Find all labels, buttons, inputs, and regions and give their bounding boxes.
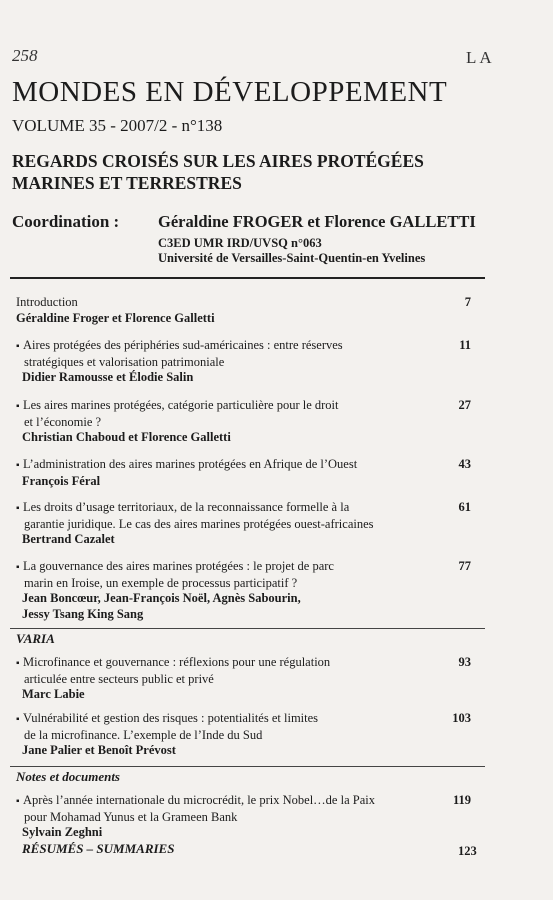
entry-page-number: 77 — [458, 559, 471, 573]
entry-page-number: 93 — [458, 655, 471, 669]
entry-authors: Christian Chaboud et Florence Galletti — [22, 430, 231, 444]
toc-entry[interactable] — [16, 500, 471, 548]
journal-title: MONDES EN DÉVELOPPEMENT — [12, 76, 448, 108]
bullet-icon: ▪ — [16, 658, 20, 669]
bullet-icon: ▪ — [16, 341, 20, 352]
entry-title-cont: marin en Iroise, un exemple de processus participatif ? — [24, 575, 298, 590]
entry-authors: Jean Boncœur, Jean-François Noël, Agnès Sabourin, — [22, 591, 301, 605]
entry-title: Les aires marines protégées, catégorie particulière pour le droit — [23, 398, 339, 412]
toc-entry[interactable] — [16, 559, 471, 622]
header-divider — [10, 277, 485, 279]
entry-title-cont: et l’économie ? — [24, 414, 102, 429]
entry-title: Les droits d’usage territoriaux, de la reconnaissance formelle à la — [23, 500, 350, 514]
toc-entry[interactable] — [16, 398, 471, 446]
entry-authors: Sylvain Zeghni — [22, 825, 103, 839]
entry-page-number: 61 — [458, 500, 471, 514]
bullet-icon: ▪ — [16, 796, 20, 807]
toc-entry[interactable] — [16, 457, 471, 489]
entry-title-cont: garantie juridique. Le cas des aires marines protégées ouest-africaines — [24, 516, 374, 531]
coordination-institution: C3ED UMR IRD/UVSQ n°063 — [158, 236, 322, 250]
resumes-summaries-label[interactable]: RÉSUMÉS – SUMMARIES — [22, 841, 175, 856]
entry-title: Microfinance et gouvernance : réflexions pour une régulation — [23, 655, 331, 669]
volume-info: VOLUME 35 - 2007/2 - n°138 — [12, 116, 223, 135]
varia-section-label: VARIA — [16, 631, 55, 646]
entry-title: La gouvernance des aires marines protégées : le projet de parc — [23, 559, 334, 573]
coordination-label: Coordination : — [12, 212, 120, 231]
entry-title: L’administration des aires marines protégées en Afrique de l’Ouest — [23, 457, 358, 471]
entry-title: Aires protégées des périphéries sud-américaines : entre réserves — [23, 338, 343, 352]
entry-page-number: 43 — [458, 457, 471, 471]
entry-authors: Jessy Tsang King Sang — [22, 606, 144, 621]
entry-page-number: 11 — [459, 338, 471, 352]
entry-title-cont: pour Mohamad Yunus et la Grameen Bank — [24, 809, 238, 824]
entry-title-cont: articulée entre secteurs public et privé — [24, 671, 214, 686]
entry-page-number: 119 — [452, 793, 471, 807]
coordination-names: Géraldine FROGER et Florence GALLETTI — [158, 212, 476, 231]
entry-authors: Jane Palier et Benoît Prévost — [22, 743, 176, 757]
entry-page-number: 27 — [458, 398, 471, 412]
bullet-icon: ▪ — [16, 460, 20, 471]
bullet-icon: ▪ — [16, 401, 20, 412]
resumes-page-number: 123 — [458, 844, 477, 858]
entry-page-number: 7 — [464, 295, 471, 309]
entry-title-cont: de la microfinance. L’exemple de l’Inde du Sud — [24, 727, 263, 742]
entry-authors: Marc Labie — [22, 687, 85, 701]
notes-divider — [10, 766, 485, 767]
issue-title-line: MARINES ET TERRESTRES — [12, 173, 242, 193]
entry-title: Après l’année internationale du microcrédit, le prix Nobel…de la Paix — [23, 793, 375, 807]
toc-entry[interactable] — [16, 655, 471, 703]
toc-entry[interactable] — [16, 711, 471, 759]
handwritten-number: 258 — [12, 46, 38, 65]
entry-authors: Didier Ramousse et Élodie Salin — [22, 370, 194, 384]
entry-authors: Géraldine Froger et Florence Galletti — [16, 310, 215, 325]
entry-page-number: 103 — [452, 711, 471, 725]
entry-authors: Bertrand Cazalet — [22, 532, 115, 546]
bullet-icon: ▪ — [16, 562, 20, 573]
toc-entry[interactable] — [16, 793, 471, 841]
issue-title-line: REGARDS CROISÉS SUR LES AIRES PROTÉGÉES — [12, 151, 424, 171]
issue-title — [12, 150, 424, 194]
bullet-icon: ▪ — [16, 714, 20, 725]
bullet-icon: ▪ — [16, 503, 20, 514]
entry-authors: François Féral — [22, 473, 101, 488]
coordination-university: Université de Versailles-Saint-Quentin-en Yvelines — [158, 251, 426, 265]
entry-title: Introduction — [16, 295, 78, 309]
toc-entry[interactable] — [16, 338, 471, 386]
toc-entry[interactable] — [16, 295, 471, 326]
handwritten-initials: LA — [466, 48, 495, 67]
notes-section-label: Notes et documents — [16, 769, 120, 784]
entry-title-cont: stratégiques et valorisation patrimoniale — [24, 354, 225, 369]
varia-divider — [10, 628, 485, 629]
entry-title: Vulnérabilité et gestion des risques : potentialités et limites — [23, 711, 319, 725]
